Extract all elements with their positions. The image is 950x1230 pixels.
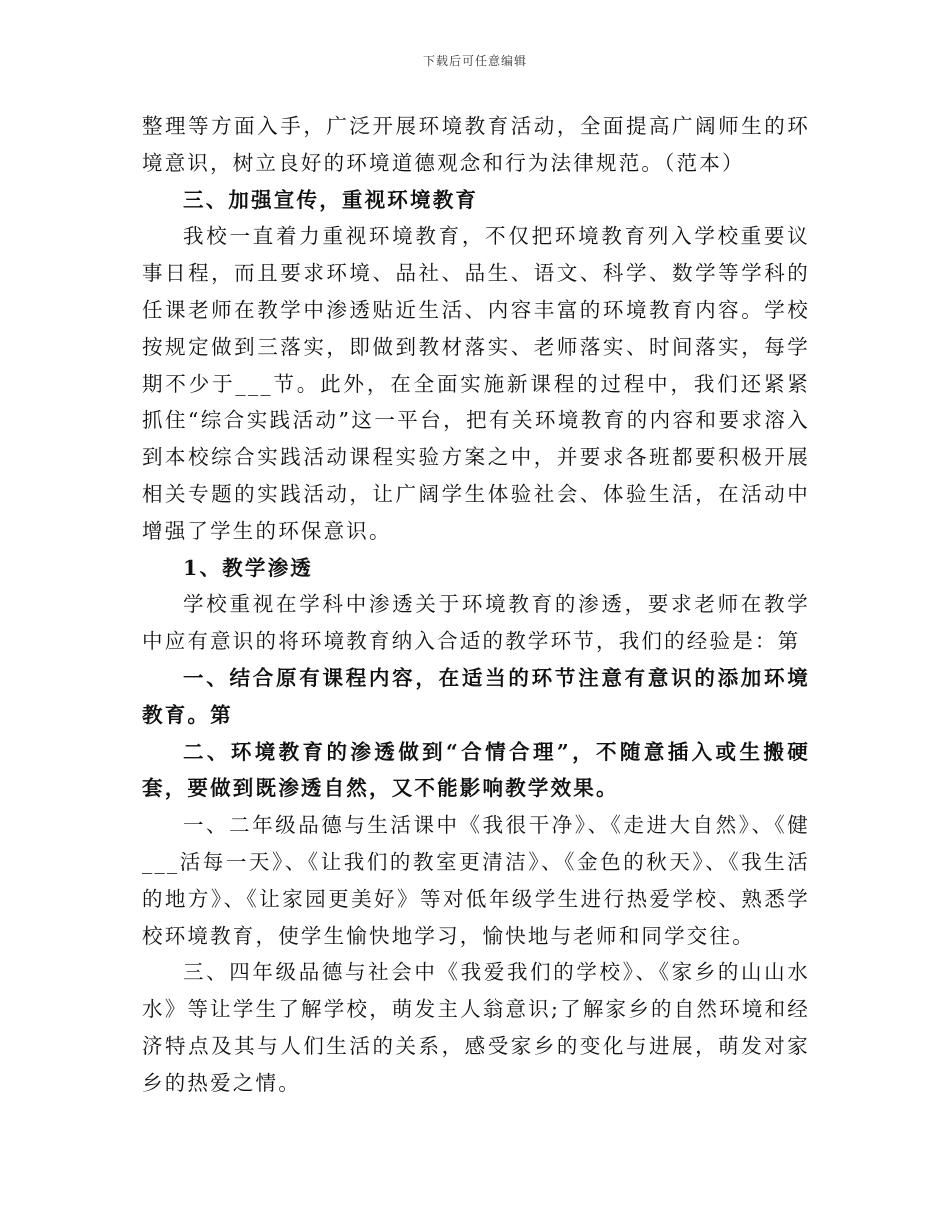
paragraph-experience-one: 一、结合原有课程内容，在适当的环节注意有意识的添加环境教育。第 — [142, 665, 810, 727]
section-heading-publicity: 三、加强宣传，重视环境教育 — [183, 187, 479, 212]
paragraph-grade-one-two: 一、二年级品德与生活课中《我很干净》、《走进大自然》、《健___活每一天》、《让我们的教室更清洁》、《金色的秋天》、《我生活的地方》、《让家园更美好》等对低年级学生进行热爱学校、熟悉学校环境教育，使学生愉快地学习，愉快地与老师和同学交往。 — [142, 813, 810, 948]
paragraph-teaching-intro: 学校重视在学科中渗透关于环境教育的渗透，要求老师在教学中应有意识的将环境教育纳入合适的教学环节，我们的经验是：第 — [142, 592, 810, 654]
paragraph-grade-three-four: 三、四年级品德与社会中《我爱我们的学校》、《家乡的山山水水》等让学生了解学校，萌发主人翁意识;了解家乡的自然环境和经济特点及其与人们生活的关系，感受家乡的变化与进展，萌发对家乡的热爱之情。 — [142, 960, 810, 1095]
paragraph-publicity-body: 我校一直着力重视环境教育，不仅把环境教育列入学校重要议事日程，而且要求环境、品社、品生、语文、科学、数学等学科的任课老师在教学中渗透贴近生活、内容丰富的环境教育内容。学校按规定做到三落实，即做到教材落实、老师落实、时间落实，每学期不少于___节。此外，在全面实施新课程的过程中，我们还紧紧抓住“综合实践活动”这一平台，把有关环境教育的内容和要求溶入到本校综合实践活动课程实验方案之中，并要求各班都要积极开展相关专题的实践活动，让广阔学生体验社会、体验生活，在活动中增强了学生的环保意识。 — [142, 224, 810, 543]
document-body — [142, 108, 810, 1102]
paragraph-experience-two: 二、环境教育的渗透做到“合情合理”，不随意插入或生搬硬套，要做到既渗透自然，又不能影响教学效果。 — [142, 739, 810, 801]
page-header: 下载后可任意编辑 — [422, 54, 527, 68]
subheading-teaching-infiltration: 1、教学渗透 — [183, 555, 313, 580]
paragraph-continuation: 整理等方面入手，广泛开展环境教育活动，全面提高广阔师生的环境意识，树立良好的环境道德观念和行为法律规范。（范本） — [142, 114, 810, 175]
